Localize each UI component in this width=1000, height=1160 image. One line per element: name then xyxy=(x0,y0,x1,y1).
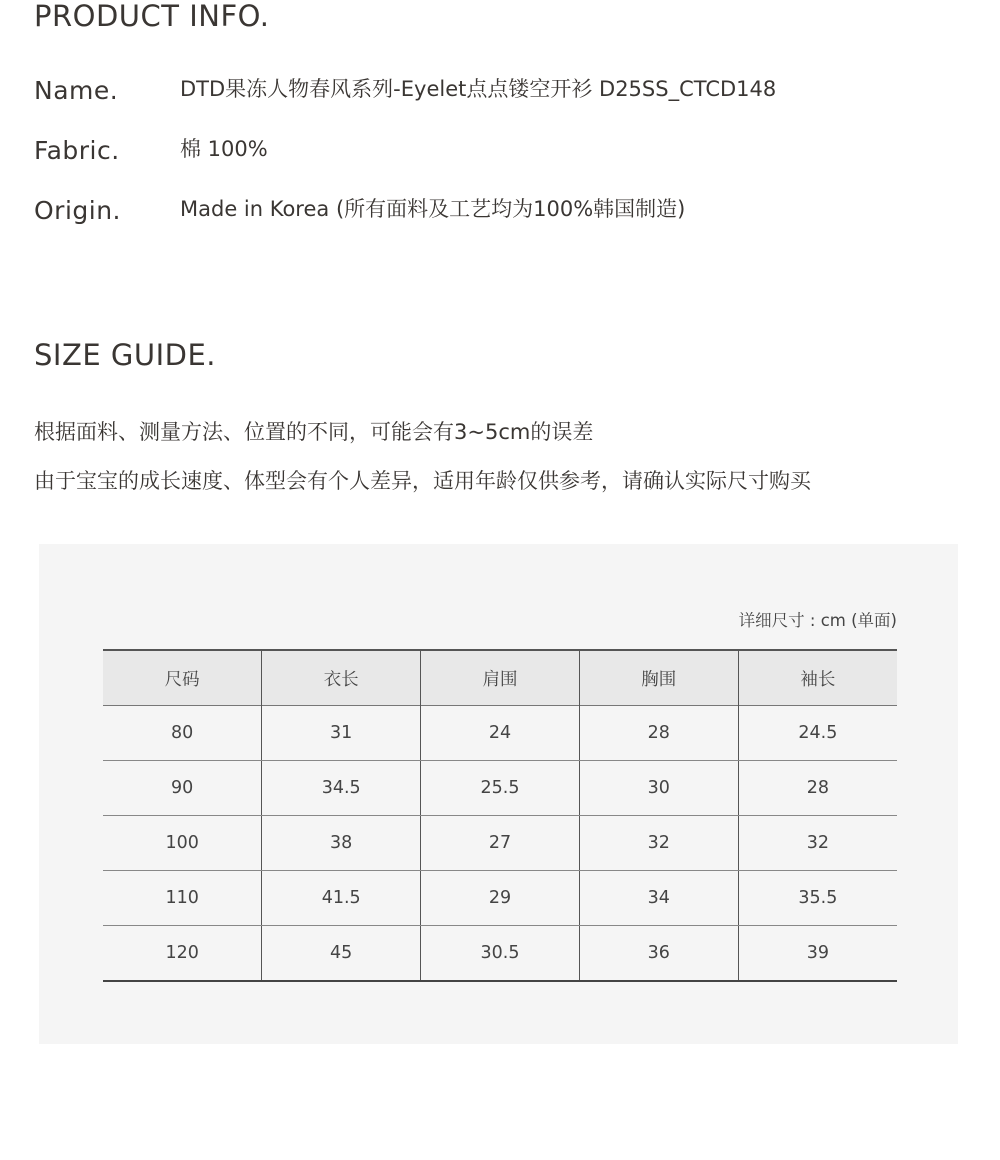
table-cell: 32 xyxy=(738,816,897,871)
size-table xyxy=(103,649,897,982)
table-row xyxy=(103,871,897,926)
table-cell: 30 xyxy=(579,761,738,816)
table-cell: 28 xyxy=(738,761,897,816)
table-cell: 34.5 xyxy=(262,761,421,816)
size-panel xyxy=(39,544,958,1044)
origin-value: Made in Korea (所有面料及工艺均为100%韩国制造) xyxy=(180,197,686,221)
table-cell: 24.5 xyxy=(738,706,897,761)
table-cell: 80 xyxy=(103,706,262,761)
fabric-label: Fabric. xyxy=(34,136,120,165)
size-note-1: 根据面料、测量方法、位置的不同，可能会有3~5cm的误差 xyxy=(34,420,594,444)
name-label: Name. xyxy=(34,76,119,105)
info-row-origin xyxy=(34,198,934,238)
table-cell: 90 xyxy=(103,761,262,816)
table-row xyxy=(103,816,897,871)
size-guide-title: SIZE GUIDE. xyxy=(34,338,216,372)
table-cell: 31 xyxy=(262,706,421,761)
table-cell: 100 xyxy=(103,816,262,871)
fabric-value: 棉 100% xyxy=(180,137,268,161)
table-cell: 45 xyxy=(262,926,421,982)
table-cell: 24 xyxy=(421,706,580,761)
header-shoulder: 肩围 xyxy=(421,650,580,706)
header-length: 衣长 xyxy=(262,650,421,706)
table-cell: 41.5 xyxy=(262,871,421,926)
header-size: 尺码 xyxy=(164,669,200,690)
info-row-fabric xyxy=(34,138,934,178)
table-cell: 35.5 xyxy=(738,871,897,926)
header-chest: 胸围 xyxy=(579,650,738,706)
size-table-header-row xyxy=(103,650,897,706)
table-cell: 29 xyxy=(421,871,580,926)
table-cell: 38 xyxy=(262,816,421,871)
table-row xyxy=(103,706,897,761)
unit-note: 详细尺寸 : cm (单面) xyxy=(738,611,897,630)
table-cell: 120 xyxy=(103,926,262,982)
table-row xyxy=(103,926,897,982)
header-sleeve: 袖长 xyxy=(738,650,897,706)
info-row-name xyxy=(34,78,934,118)
table-cell: 27 xyxy=(421,816,580,871)
table-cell: 36 xyxy=(579,926,738,982)
table-cell: 30.5 xyxy=(421,926,580,982)
name-value: DTD果冻人物春风系列-Eyelet点点镂空开衫 D25SS_CTCD148 xyxy=(180,77,777,101)
table-cell: 39 xyxy=(738,926,897,982)
product-info-title: PRODUCT INFO. xyxy=(34,0,270,33)
table-cell: 110 xyxy=(103,871,262,926)
table-cell: 34 xyxy=(579,871,738,926)
size-note-2: 由于宝宝的成长速度、体型会有个人差异，适用年龄仅供参考，请确认实际尺寸购买 xyxy=(34,469,811,493)
table-cell: 32 xyxy=(579,816,738,871)
table-cell: 25.5 xyxy=(421,761,580,816)
table-row xyxy=(103,761,897,816)
origin-label: Origin. xyxy=(34,196,122,225)
table-cell: 28 xyxy=(579,706,738,761)
